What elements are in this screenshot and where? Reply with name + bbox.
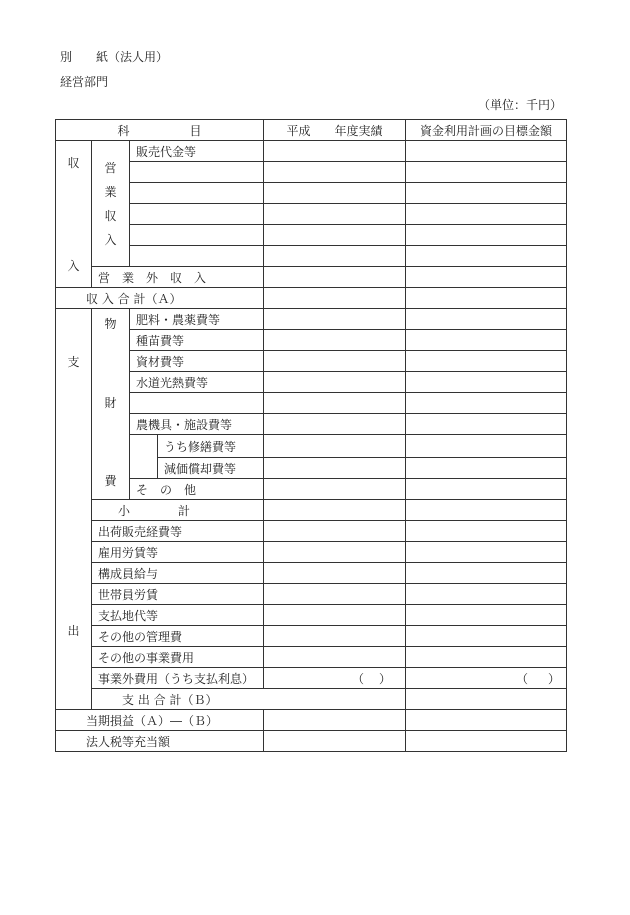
table-row — [56, 584, 567, 605]
other-material-label: そ の 他 — [130, 479, 264, 500]
material-cost-label: 物 財 費 — [92, 309, 130, 500]
machinery-sub-item: 減価償却費等 — [158, 458, 264, 479]
expense-item: その他の事業費用 — [92, 647, 264, 668]
expense-item: 雇用労賃等 — [92, 542, 264, 563]
target-cell[interactable] — [406, 267, 567, 288]
target-cell[interactable] — [406, 479, 567, 500]
table-row — [56, 605, 567, 626]
expense-item: その他の管理費 — [92, 626, 264, 647]
actual-cell[interactable] — [264, 542, 406, 563]
header-item: 科 目 — [56, 120, 264, 141]
income-item[interactable] — [130, 225, 264, 246]
unit-label: （単位：千円） — [477, 98, 562, 112]
target-cell[interactable] — [406, 309, 567, 330]
table-row — [56, 435, 567, 458]
table-row — [56, 563, 567, 584]
actual-cell[interactable] — [264, 731, 406, 752]
target-cell[interactable] — [406, 372, 567, 393]
table-row — [56, 246, 567, 267]
expense-item: 世帯員労賃 — [92, 584, 264, 605]
table-row — [56, 689, 567, 710]
subtotal-label: 小 計 — [92, 500, 264, 521]
actual-cell[interactable] — [264, 563, 406, 584]
table-row — [56, 731, 567, 752]
actual-cell[interactable] — [264, 309, 406, 330]
actual-cell[interactable] — [264, 500, 406, 521]
tax-provision-label: 法人税等充当額 — [56, 731, 264, 752]
actual-cell[interactable] — [264, 141, 406, 162]
machinery-sub-indent — [130, 435, 158, 479]
header-actual: 平成 年度実績 — [264, 120, 406, 141]
income-item[interactable] — [130, 183, 264, 204]
table-row — [56, 668, 567, 689]
expense-item: 構成員給与 — [92, 563, 264, 584]
income-item[interactable] — [130, 204, 264, 225]
actual-cell[interactable] — [264, 584, 406, 605]
target-cell[interactable] — [406, 584, 567, 605]
machinery-label: 農機具・施設費等 — [130, 414, 264, 435]
actual-cell[interactable] — [264, 414, 406, 435]
actual-cell[interactable] — [264, 267, 406, 288]
actual-cell[interactable] — [264, 246, 406, 267]
material-item: 資材費等 — [130, 351, 264, 372]
actual-cell[interactable] — [264, 393, 406, 414]
actual-cell[interactable] — [264, 351, 406, 372]
target-cell[interactable] — [406, 500, 567, 521]
target-cell[interactable] — [406, 414, 567, 435]
actual-interest-cell[interactable]: （ ） — [264, 668, 406, 689]
target-cell[interactable] — [406, 542, 567, 563]
target-cell[interactable] — [406, 626, 567, 647]
actual-cell[interactable] — [406, 689, 567, 710]
material-item: 肥料・農薬費等 — [130, 309, 264, 330]
non-operating-income-label: 営 業 外 収 入 — [92, 267, 264, 288]
material-item[interactable] — [130, 393, 264, 414]
budget-table — [55, 119, 567, 752]
target-cell[interactable] — [406, 246, 567, 267]
actual-cell[interactable] — [264, 626, 406, 647]
income-item: 販売代金等 — [130, 141, 264, 162]
table-row — [56, 647, 567, 668]
target-cell[interactable] — [406, 435, 567, 458]
machinery-sub-item: うち修繕費等 — [158, 435, 264, 458]
actual-cell[interactable] — [264, 479, 406, 500]
table-row — [56, 288, 567, 309]
target-cell[interactable] — [406, 605, 567, 626]
expense-item: 支払地代等 — [92, 605, 264, 626]
actual-cell[interactable] — [264, 521, 406, 542]
target-cell[interactable] — [406, 458, 567, 479]
non-operating-expense-label: 事業外費用（うち支払利息） — [92, 668, 264, 689]
table-row — [56, 710, 567, 731]
actual-cell[interactable] — [264, 372, 406, 393]
table-row — [56, 204, 567, 225]
table-row — [56, 351, 567, 372]
actual-cell[interactable] — [264, 605, 406, 626]
target-cell[interactable] — [406, 141, 567, 162]
expense-item: 出荷販売経費等 — [92, 521, 264, 542]
table-row — [56, 183, 567, 204]
table-row — [56, 521, 567, 542]
table-row — [56, 267, 567, 288]
actual-cell[interactable] — [264, 288, 406, 309]
actual-cell[interactable] — [264, 710, 406, 731]
table-row — [56, 162, 567, 183]
target-cell[interactable] — [406, 521, 567, 542]
target-cell[interactable] — [406, 204, 567, 225]
income-item[interactable] — [130, 162, 264, 183]
section-heading: 経営部門 — [60, 75, 109, 89]
actual-cell[interactable] — [264, 647, 406, 668]
table-row — [56, 500, 567, 521]
table-row — [56, 330, 567, 351]
table-row — [56, 542, 567, 563]
table-row — [56, 309, 567, 330]
actual-cell[interactable] — [264, 458, 406, 479]
target-cell[interactable] — [406, 647, 567, 668]
expense-total-label: 支 出 合 計（Ｂ） — [92, 689, 406, 710]
income-total-label: 収 入 合 計（Ａ） — [56, 288, 264, 309]
table-row — [56, 141, 567, 162]
actual-cell[interactable] — [264, 330, 406, 351]
expense-section-label: 支 出 — [56, 309, 92, 710]
target-cell[interactable] — [406, 731, 567, 752]
target-cell[interactable] — [406, 351, 567, 372]
actual-cell[interactable] — [264, 162, 406, 183]
header-target: 資金利用計画の目標金額 — [406, 120, 567, 141]
actual-cell[interactable] — [264, 435, 406, 458]
target-cell[interactable] — [406, 330, 567, 351]
target-cell[interactable] — [406, 710, 567, 731]
net-profit-label: 当期損益（Ａ）―（Ｂ） — [56, 710, 264, 731]
target-cell[interactable] — [406, 225, 567, 246]
table-row — [56, 372, 567, 393]
target-cell[interactable] — [406, 183, 567, 204]
income-item[interactable] — [130, 246, 264, 267]
table-row — [56, 626, 567, 647]
actual-cell[interactable] — [264, 225, 406, 246]
table-row — [56, 393, 567, 414]
material-item: 種苗費等 — [130, 330, 264, 351]
operating-income-label: 営 業 収 入 — [92, 141, 130, 267]
material-item: 水道光熱費等 — [130, 372, 264, 393]
actual-cell[interactable] — [264, 204, 406, 225]
target-cell[interactable] — [406, 563, 567, 584]
target-cell[interactable] — [406, 393, 567, 414]
table-row — [56, 225, 567, 246]
target-cell[interactable] — [406, 162, 567, 183]
income-section-label: 収 入 — [56, 141, 92, 288]
form-heading: 別 紙（法人用） — [60, 50, 169, 64]
actual-cell[interactable] — [264, 183, 406, 204]
target-interest-cell[interactable]: （ ） — [406, 668, 567, 689]
target-cell[interactable] — [406, 288, 567, 309]
table-row — [56, 414, 567, 435]
table-header-row — [56, 120, 567, 141]
table-row — [56, 479, 567, 500]
